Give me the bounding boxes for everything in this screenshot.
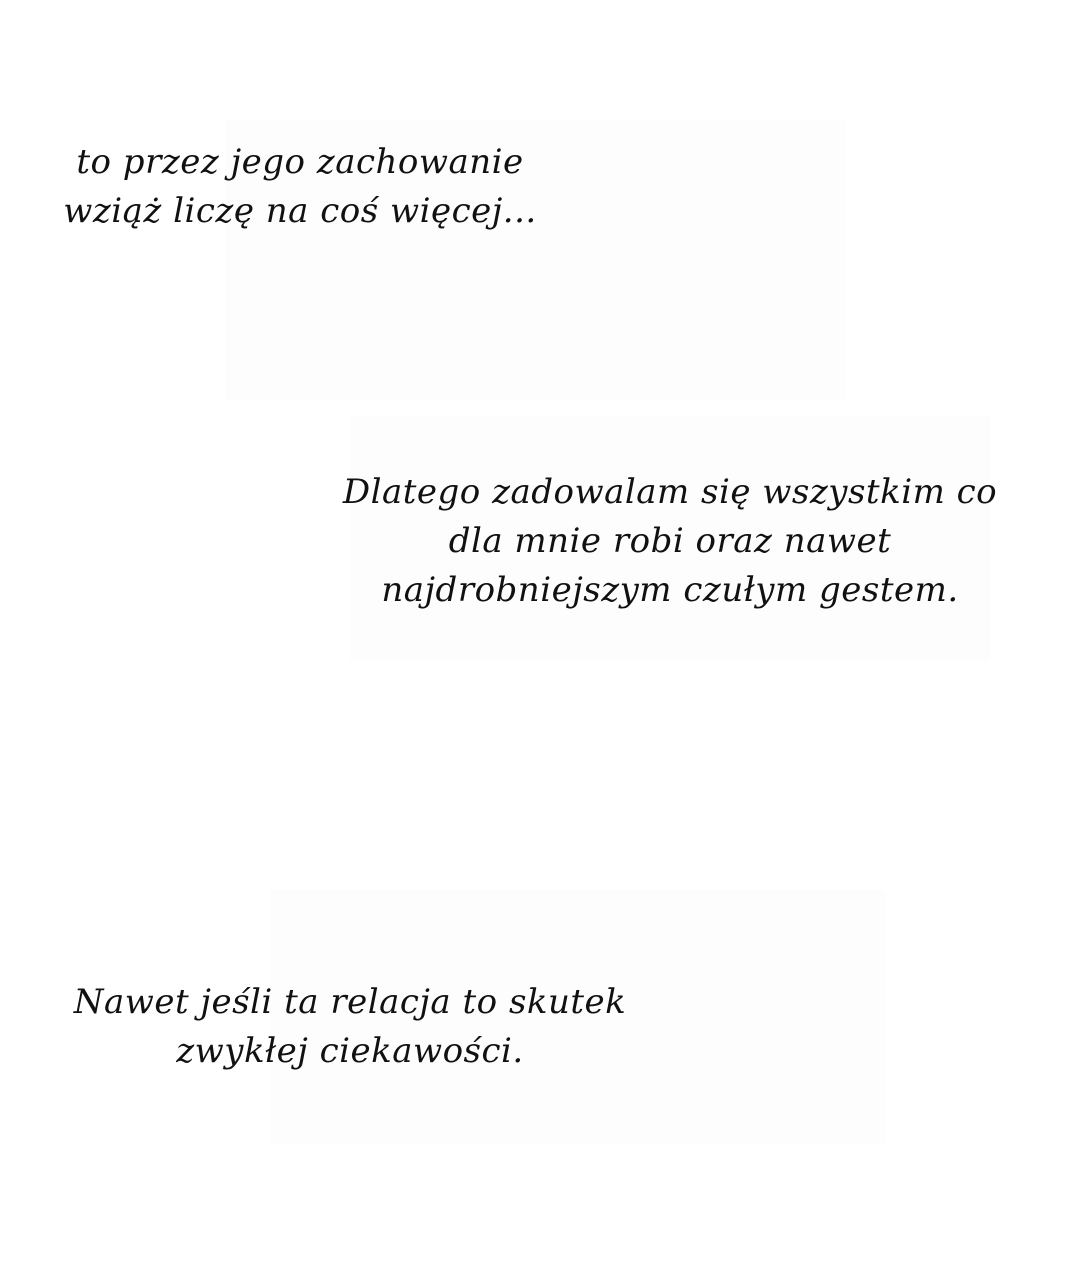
text-line: zwykłej ciekawości. <box>176 1031 524 1071</box>
text-line: najdrobniejszym czułym gestem. <box>381 570 959 610</box>
text-line: to przez jego zachowanie <box>76 142 524 182</box>
text-line: wziąż liczę na coś więcej... <box>63 191 537 231</box>
text-block-3 <box>70 978 630 1076</box>
text-block-2 <box>340 468 1000 615</box>
text-line: dla mnie robi oraz nawet <box>448 521 892 561</box>
text-line: Dlatego zadowalam się wszystkim co <box>342 472 998 512</box>
text-block-1 <box>60 138 540 236</box>
text-line: Nawet jeśli ta relacja to skutek <box>73 982 627 1022</box>
